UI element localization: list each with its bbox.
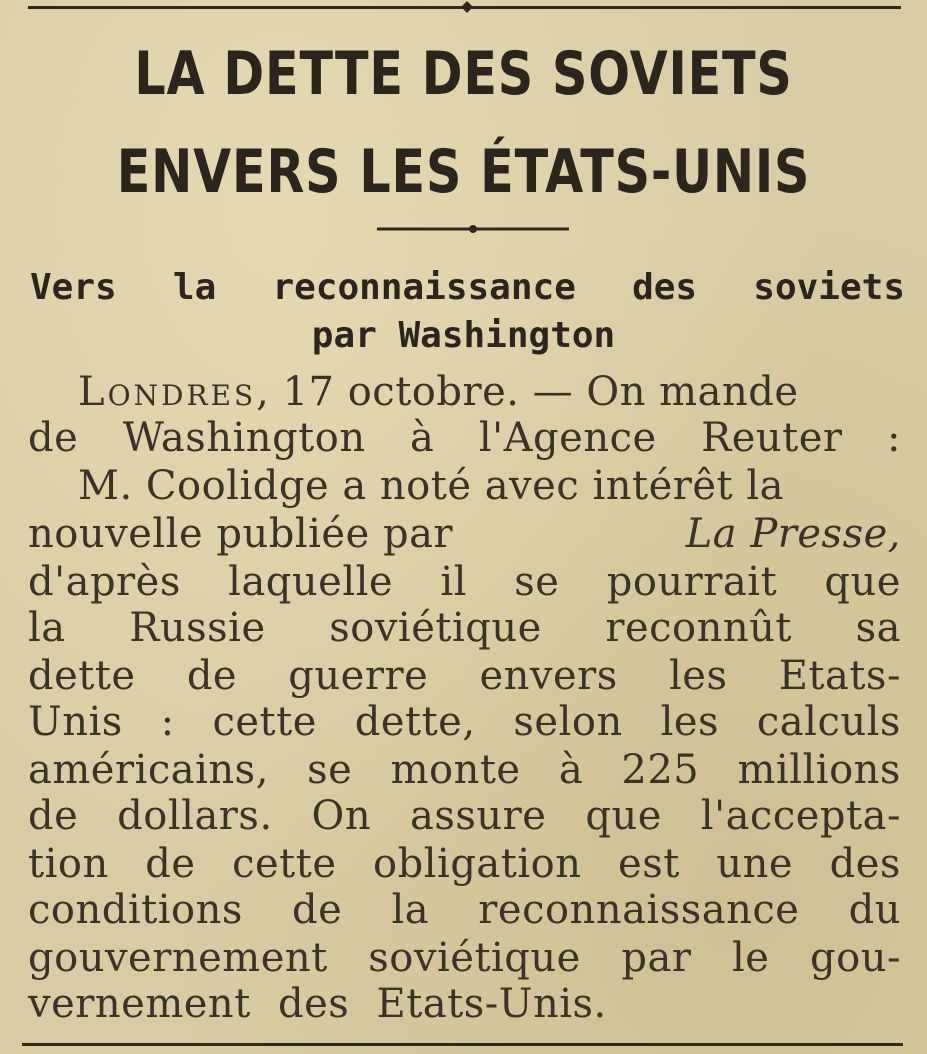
word: On: [311, 793, 372, 839]
body-line: [28, 653, 901, 699]
dateline-rest: , 17 octobre. — On mande: [256, 369, 799, 415]
body-line: vernement des Etats-Unis.: [28, 981, 607, 1027]
word: envers: [479, 653, 618, 699]
word: il: [440, 559, 467, 605]
word: d'après: [28, 559, 181, 605]
word: Etats-: [778, 653, 901, 699]
word: dette,: [354, 699, 476, 745]
word: la: [391, 887, 430, 933]
word: guerre: [288, 653, 429, 699]
word: Russie: [129, 605, 266, 651]
word: laquelle: [228, 559, 394, 605]
subhead-word: reconnaissance: [272, 267, 576, 308]
word: les: [669, 653, 728, 699]
word: une: [716, 841, 794, 887]
headline-line-2: ENVERS LES ÉTATS-UNIS: [116, 137, 811, 207]
word: de: [28, 793, 79, 839]
word: Washington: [122, 415, 366, 461]
word: soviétique: [329, 605, 542, 651]
word: américains,: [28, 747, 269, 793]
word: cette: [212, 699, 317, 745]
word: reconnût: [605, 605, 792, 651]
word: selon: [513, 699, 623, 745]
word: obligation: [373, 841, 582, 887]
body-line: [28, 887, 901, 933]
word: assure: [410, 793, 547, 839]
body-line: [28, 369, 901, 415]
divider-ornament-icon: [377, 222, 569, 236]
dateline: [28, 369, 799, 415]
word: des: [829, 841, 901, 887]
word: :: [160, 699, 175, 745]
word: la: [28, 605, 66, 651]
body-line: [28, 559, 901, 605]
word: le: [732, 935, 770, 981]
word: les: [660, 699, 720, 745]
body-line: [28, 935, 901, 981]
word: Unis: [28, 699, 123, 745]
word: :: [886, 415, 901, 461]
word: à: [410, 415, 435, 461]
word: millions: [737, 747, 901, 793]
subhead-word: la: [172, 267, 217, 308]
word: sa: [855, 605, 901, 651]
word: à: [558, 747, 584, 793]
word: calculs: [756, 699, 901, 745]
word: cette: [232, 841, 337, 887]
word: gouvernement: [28, 935, 328, 981]
word: dollars.: [117, 793, 273, 839]
word: de: [186, 653, 238, 699]
word: de: [28, 415, 79, 461]
word: du: [848, 887, 901, 933]
newspaper-name: La Presse,: [685, 511, 901, 557]
word: l'accepta-: [700, 793, 901, 839]
subhead-word: soviets: [753, 267, 905, 308]
top-ornament-icon: [458, 0, 476, 14]
subhead-word: Vers: [30, 267, 117, 308]
word: 225: [621, 747, 700, 793]
word: de: [145, 841, 196, 887]
body-line: [28, 415, 901, 461]
body-line: [28, 605, 901, 651]
body-line: [28, 747, 901, 793]
word: que: [824, 559, 901, 605]
word: monte: [390, 747, 521, 793]
word: conditions: [28, 887, 243, 933]
body-line: [28, 699, 901, 745]
word: Reuter: [701, 415, 843, 461]
word: soviétique: [368, 935, 581, 981]
word: par: [621, 935, 692, 981]
word: se: [307, 747, 353, 793]
subhead-line-2: par Washington: [311, 315, 616, 356]
word: tion: [28, 841, 109, 887]
body-line: [28, 511, 901, 557]
word: l'Agence: [478, 415, 657, 461]
word: se: [514, 559, 560, 605]
word: pourrait: [606, 559, 778, 605]
body-line: [28, 793, 901, 839]
word: gou-: [810, 935, 901, 981]
body-line: [28, 841, 901, 887]
bottom-rule: [22, 1043, 903, 1046]
headline-line-1: LA DETTE DES SOVIETS: [134, 39, 793, 109]
word: dette: [28, 653, 136, 699]
word: que: [585, 793, 662, 839]
body-line: [28, 463, 901, 509]
subhead-line-1: [30, 267, 905, 308]
body-line-text: M. Coolidge a noté avec intérêt la: [78, 463, 784, 509]
body-line-text: nouvelle publiée par: [28, 511, 454, 557]
subhead-word: des: [632, 267, 698, 308]
word: reconnaissance: [478, 887, 800, 933]
word: de: [292, 887, 343, 933]
dateline-place: Londres: [78, 369, 257, 415]
word: est: [618, 841, 680, 887]
